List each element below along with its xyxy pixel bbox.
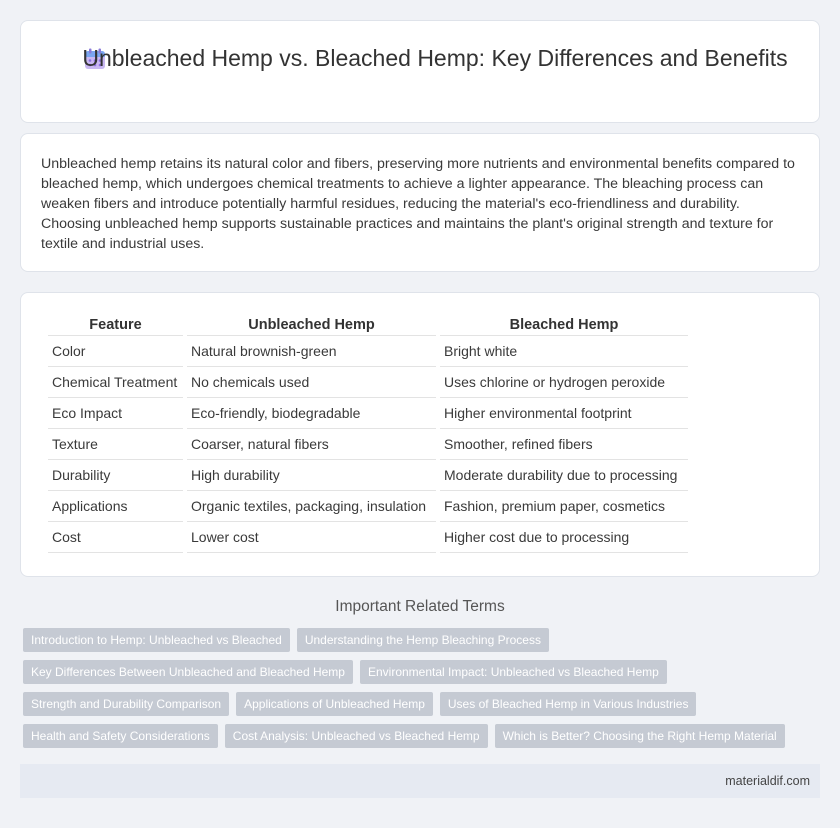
feature-cell: Chemical Treatment — [48, 367, 183, 398]
unbleached-cell: Lower cost — [187, 522, 436, 553]
footer — [20, 764, 820, 798]
header-unbleached: Unbleached Hemp — [187, 314, 436, 336]
tag-row — [23, 692, 813, 716]
feature-cell: Color — [48, 336, 183, 367]
table-row — [48, 398, 688, 429]
bleached-cell: Smoother, refined fibers — [440, 429, 688, 460]
bleached-cell: Bright white — [440, 336, 688, 367]
feature-cell: Applications — [48, 491, 183, 522]
related-term-tag[interactable]: Environmental Impact: Unbleached vs Bleached Hemp — [360, 660, 667, 684]
feature-cell: Eco Impact — [48, 398, 183, 429]
tag-row — [23, 628, 813, 652]
table-row — [48, 491, 688, 522]
tag-row — [23, 660, 813, 684]
unbleached-cell: High durability — [187, 460, 436, 491]
related-term-tag[interactable]: Introduction to Hemp: Unbleached vs Bleached — [23, 628, 290, 652]
comparison-table — [44, 314, 692, 553]
tag-row — [23, 724, 813, 748]
table-header-row — [48, 314, 688, 336]
feature-cell: Durability — [48, 460, 183, 491]
unbleached-cell: Organic textiles, packaging, insulation — [187, 491, 436, 522]
related-term-tag[interactable]: Health and Safety Considerations — [23, 724, 218, 748]
feature-cell: Texture — [48, 429, 183, 460]
header-feature: Feature — [48, 314, 183, 336]
bleached-cell: Higher cost due to processing — [440, 522, 688, 553]
related-term-tag[interactable]: Uses of Bleached Hemp in Various Industries — [440, 692, 697, 716]
intro-paragraph: Unbleached hemp retains its natural color and fibers, preserving more nutrients and environmental benefits compared to bleached hemp, which undergoes chemical treatments to achieve a lighter appearance. The bleaching process can weaken fibers and introduce potentially harmful residues, reducing the material's eco-friendliness and durability. Choosing unbleached hemp supports sustainable practices and maintains the plant's original strength and texture for textile and industrial uses. — [41, 156, 795, 252]
related-terms-tags — [23, 628, 813, 756]
related-terms-title: Important Related Terms — [335, 598, 505, 615]
table-row — [48, 336, 688, 367]
related-term-tag[interactable]: Applications of Unbleached Hemp — [236, 692, 433, 716]
unbleached-cell: Coarser, natural fibers — [187, 429, 436, 460]
related-term-tag[interactable]: Which is Better? Choosing the Right Hemp Material — [495, 724, 785, 748]
bleached-cell: Uses chlorine or hydrogen peroxide — [440, 367, 688, 398]
header-bleached: Bleached Hemp — [440, 314, 688, 336]
related-term-tag[interactable]: Strength and Durability Comparison — [23, 692, 229, 716]
feature-cell: Cost — [48, 522, 183, 553]
footer-site-link[interactable]: materialdif.com — [725, 774, 810, 788]
related-term-tag[interactable]: Key Differences Between Unbleached and Bleached Hemp — [23, 660, 353, 684]
related-term-tag[interactable]: Cost Analysis: Unbleached vs Bleached Hemp — [225, 724, 488, 748]
table-row — [48, 460, 688, 491]
related-term-tag[interactable]: Understanding the Hemp Bleaching Process — [297, 628, 549, 652]
table-row — [48, 367, 688, 398]
unbleached-cell: Eco-friendly, biodegradable — [187, 398, 436, 429]
bleached-cell: Higher environmental footprint — [440, 398, 688, 429]
unbleached-cell: Natural brownish-green — [187, 336, 436, 367]
table-row — [48, 522, 688, 553]
intro-card — [20, 133, 820, 272]
page-title: Unbleached Hemp vs. Bleached Hemp: Key Differences and Benefits — [82, 45, 788, 71]
comparison-table-card — [20, 292, 820, 577]
bleached-cell: Moderate durability due to processing — [440, 460, 688, 491]
bleached-cell: Fashion, premium paper, cosmetics — [440, 491, 688, 522]
table-row — [48, 429, 688, 460]
unbleached-cell: No chemicals used — [187, 367, 436, 398]
title-wrap — [0, 44, 840, 73]
